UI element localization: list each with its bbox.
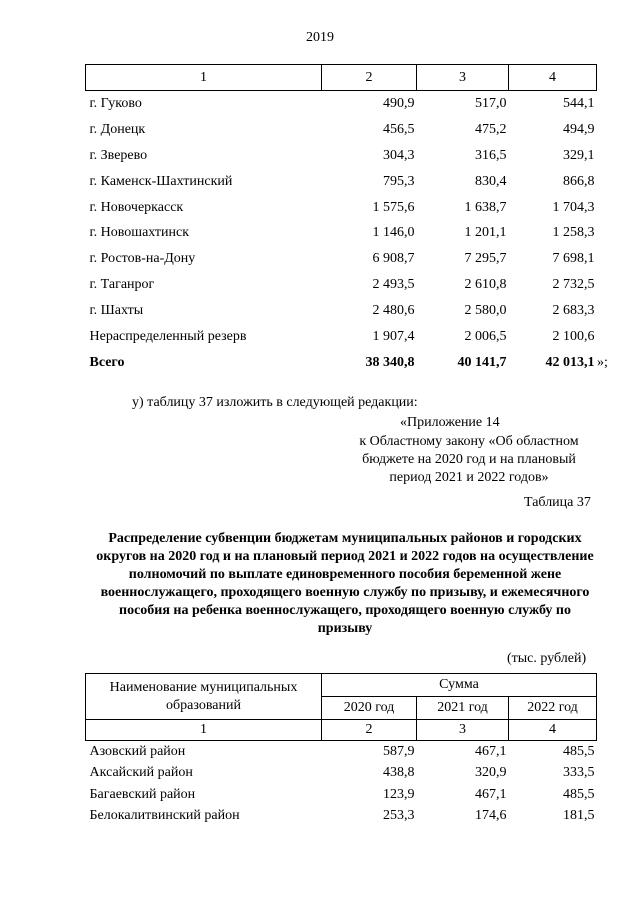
value-2020: 304,3 xyxy=(383,147,415,163)
municipality-name: г. Новошахтинск xyxy=(89,225,190,241)
value-2020: 490,9 xyxy=(383,95,415,111)
value-2021: 517,0 xyxy=(475,95,507,111)
total-2020: 38 340,8 xyxy=(365,354,415,370)
value-2020: 1 575,6 xyxy=(372,199,415,215)
column-number: 2 xyxy=(322,65,417,91)
value-2022: 2 732,5 xyxy=(552,277,595,293)
year-header-2021: 2021 год xyxy=(417,697,509,720)
value-2022: 2 100,6 xyxy=(552,328,595,344)
value-2021: 475,2 xyxy=(475,121,507,137)
table-row xyxy=(86,246,597,272)
table-row xyxy=(86,806,597,828)
table-row xyxy=(86,117,597,143)
table-row xyxy=(86,143,597,169)
amendment-instruction: у) таблицу 37 изложить в следующей редакции: xyxy=(132,395,418,410)
value-2022: 181,5 xyxy=(563,808,595,824)
total-2021: 40 141,7 xyxy=(457,354,507,370)
table-row xyxy=(86,741,597,763)
value-2020: 6 908,7 xyxy=(372,251,415,267)
units-label: (тыс. рублей) xyxy=(507,651,587,666)
appendix-title: «Приложение 14 xyxy=(400,415,500,430)
subsidy-table-continuation xyxy=(85,64,597,376)
value-2022: 1 258,3 xyxy=(552,225,595,241)
table-row xyxy=(86,324,597,350)
value-2020: 253,3 xyxy=(383,808,415,824)
column-number: 3 xyxy=(417,65,509,91)
value-2022: 544,1 xyxy=(563,95,595,111)
year-header-2020: 2020 год xyxy=(322,697,417,720)
value-2022: 485,5 xyxy=(563,786,595,802)
value-2021: 316,5 xyxy=(475,147,507,163)
appendix-reference: к Областному закону «Об областном бюджете на 2020 год и на плановый период 2021 и 2022 годов» xyxy=(359,434,579,485)
table-row xyxy=(86,169,597,195)
value-2021: 2 006,5 xyxy=(464,328,507,344)
column-number: 3 xyxy=(417,720,509,741)
value-2020: 795,3 xyxy=(383,173,415,189)
municipality-name: Аксайский район xyxy=(89,765,193,781)
table-body xyxy=(86,91,597,350)
value-2021: 320,9 xyxy=(475,765,507,781)
municipality-name: г. Таганрог xyxy=(89,277,155,293)
sum-header: Сумма xyxy=(322,674,597,697)
table-label: Таблица 37 xyxy=(524,495,591,510)
value-2020: 1 146,0 xyxy=(372,225,415,241)
total-2022: 42 013,1 xyxy=(545,354,595,370)
value-2020: 123,9 xyxy=(383,786,415,802)
municipality-name: г. Новочеркасск xyxy=(89,199,184,215)
value-2020: 2 493,5 xyxy=(372,277,415,293)
table-row xyxy=(86,298,597,324)
value-2020: 1 907,4 xyxy=(372,328,415,344)
total-label: Всего xyxy=(89,354,125,370)
table-row xyxy=(86,220,597,246)
year-header-2022: 2022 год xyxy=(509,697,597,720)
municipality-name: Азовский район xyxy=(89,743,186,759)
value-2022: 485,5 xyxy=(563,743,595,759)
municipality-name: г. Каменск-Шахтинский xyxy=(89,173,233,189)
value-2021: 7 295,7 xyxy=(464,251,507,267)
subsidy-table-37 xyxy=(85,673,597,827)
value-2020: 587,9 xyxy=(383,743,415,759)
value-2020: 438,8 xyxy=(383,765,415,781)
table-row xyxy=(86,784,597,806)
value-2022: 329,1 xyxy=(563,147,595,163)
table-body xyxy=(86,741,597,828)
column-number: 4 xyxy=(509,65,597,91)
value-2021: 1 201,1 xyxy=(464,225,507,241)
column-number: 1 xyxy=(86,65,322,91)
value-2022: 7 698,1 xyxy=(552,251,595,267)
total-row xyxy=(86,350,597,376)
table-heading: Распределение субвенции бюджетам муниципальных районов и городских округов на 2020 год и на плановый период 2021 и 2022 годов на осуществление полномочий по выплате единовременного пособия беременной жене военнослужащего, проходящего военную службу по призыву, и ежемесячного пособия на ребенка военнослужащего, проходящего военную службу по призыву xyxy=(96,531,594,636)
value-2021: 174,6 xyxy=(475,808,507,824)
value-2020: 456,5 xyxy=(383,121,415,137)
column-number: 2 xyxy=(322,720,417,741)
value-2020: 2 480,6 xyxy=(372,303,415,319)
municipality-name: г. Зверево xyxy=(89,147,148,163)
value-2022: 2 683,3 xyxy=(552,303,595,319)
value-2021: 1 638,7 xyxy=(464,199,507,215)
closing-quote: »; xyxy=(597,355,608,370)
municipality-name: г. Ростов-на-Дону xyxy=(89,251,196,267)
municipality-name: г. Шахты xyxy=(89,303,144,319)
column-number-header xyxy=(86,65,597,91)
municipality-name: г. Донецк xyxy=(89,121,146,137)
name-column-header: Наименование муниципальных образований xyxy=(86,674,322,720)
municipality-name: г. Гуково xyxy=(89,95,142,111)
table-row xyxy=(86,195,597,221)
value-2021: 830,4 xyxy=(475,173,507,189)
value-2022: 866,8 xyxy=(563,173,595,189)
table-row xyxy=(86,91,597,117)
value-2021: 2 610,8 xyxy=(464,277,507,293)
value-2021: 467,1 xyxy=(475,786,507,802)
municipality-name: Нераспределенный резерв xyxy=(89,328,247,344)
municipality-name: Белокалитвинский район xyxy=(89,808,240,824)
table-row xyxy=(86,272,597,298)
value-2021: 2 580,0 xyxy=(464,303,507,319)
value-2021: 467,1 xyxy=(475,743,507,759)
value-2022: 333,5 xyxy=(563,765,595,781)
value-2022: 1 704,3 xyxy=(552,199,595,215)
value-2022: 494,9 xyxy=(563,121,595,137)
column-number: 4 xyxy=(509,720,597,741)
table-row xyxy=(86,763,597,785)
column-number: 1 xyxy=(86,720,322,741)
municipality-name: Багаевский район xyxy=(89,786,196,802)
page-number: 2019 xyxy=(306,30,334,45)
